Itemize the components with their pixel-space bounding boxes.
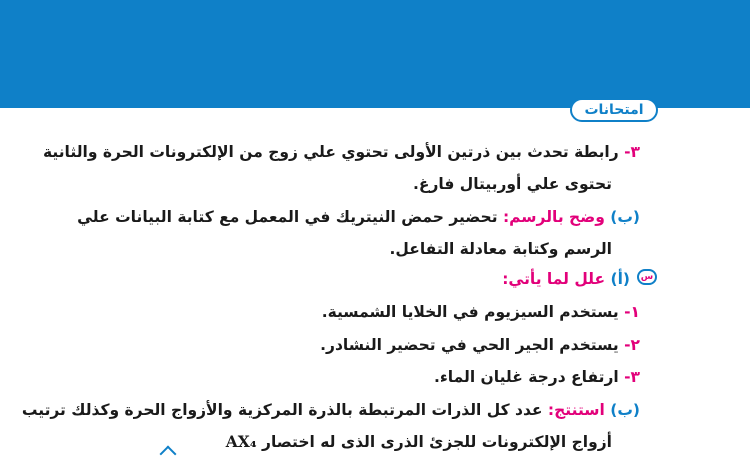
question-icon-label: س <box>640 272 654 282</box>
part-label: (أ) <box>610 270 630 288</box>
item-number: ٣- <box>624 143 640 161</box>
item-text: يستخدم السيزيوم في الخلايا الشمسية. <box>321 303 619 321</box>
question-icon <box>637 269 657 285</box>
part-heading: علل لما يأتي: <box>502 270 606 288</box>
part-b-draw-line-1 <box>77 208 640 226</box>
header-band <box>0 0 750 108</box>
tab-exams-label: امتحانات <box>584 102 644 118</box>
item-number: ٣- <box>624 368 640 386</box>
reason-item-3 <box>434 368 640 386</box>
item-3-line-1 <box>43 143 640 161</box>
item-text: يستخدم الجير الحي في تحضير النشادر. <box>320 336 619 354</box>
part-label: (ب) <box>610 208 640 226</box>
item-number: ٢- <box>624 336 640 354</box>
part-a-heading-line <box>502 270 630 288</box>
part-text: أزواج الإلكترونات للجزئ الذرى الذى له اختصار <box>262 433 612 451</box>
item-text: تحتوى علي أوربيتال فارغ. <box>412 175 612 193</box>
part-text: الرسم وكتابة معادلة التفاعل. <box>389 240 612 258</box>
part-label: (ب) <box>610 401 640 419</box>
molecule-formula: AX₄ <box>225 432 257 451</box>
tab-exams[interactable] <box>570 98 658 122</box>
reason-item-1 <box>322 303 640 321</box>
part-heading: وضح بالرسم: <box>502 208 605 226</box>
item-3-line-2 <box>413 175 612 193</box>
part-b-deduce-line-1 <box>22 401 640 419</box>
item-number: ١- <box>624 303 640 321</box>
part-text: عدد كل الذرات المرتبطة بالذرة المركزية والأزواج الحرة وكذلك ترتيب <box>21 401 543 419</box>
part-b-deduce-line-2 <box>226 432 612 451</box>
item-text: ارتفاع درجة غليان الماء. <box>433 368 619 386</box>
reason-item-2 <box>320 336 640 354</box>
item-text: رابطة تحدث بين ذرتين الأولى تحتوي علي زوج من الإلكترونات الحرة والثانية <box>43 143 619 161</box>
part-heading: استنتج: <box>547 401 605 419</box>
part-text: تحضير حمض النيتريك في المعمل مع كتابة البيانات علي <box>77 208 498 226</box>
decorative-chevron-icon <box>160 446 177 463</box>
part-b-draw-line-2 <box>390 240 612 258</box>
